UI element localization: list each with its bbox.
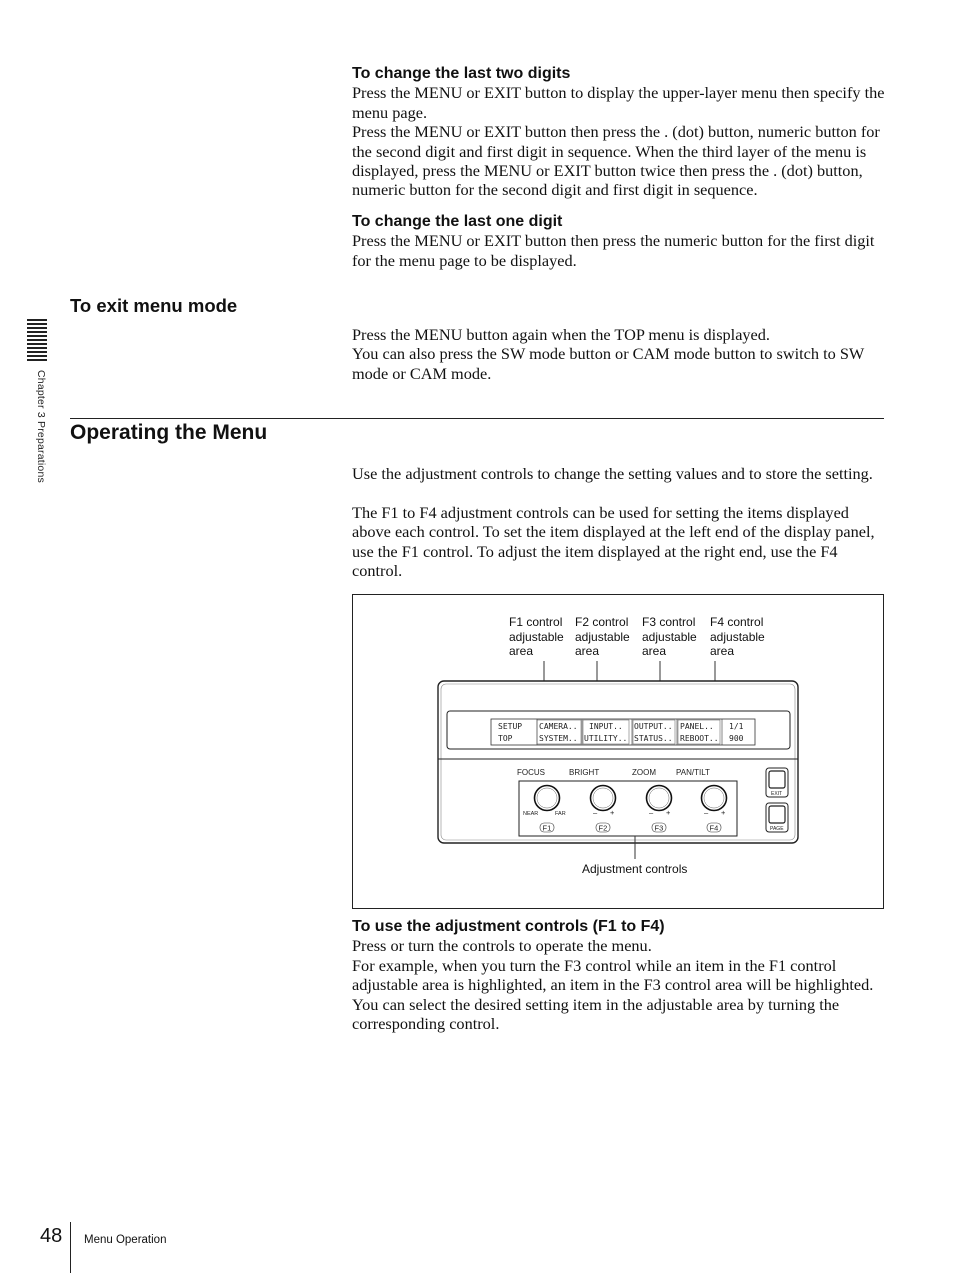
exit-label: EXIT: [771, 791, 783, 797]
lcd-text: OUTPUT..: [634, 722, 673, 731]
paragraph: For example, when you turn the F3 control while an item in the F1 control adjustable area is highlighted, an item in the F3 control area will be highlighted. You can select the desired setting item in the adjustable area by turning the corresponding control.: [352, 955, 874, 1034]
footer-label: Menu Operation: [84, 1234, 167, 1246]
lcd-text: SETUP: [498, 722, 523, 731]
callout-line: area: [509, 644, 534, 658]
chapter-tab-marker: [27, 319, 47, 363]
paragraph: Press the MENU or EXIT button then press the numeric button for the first digit for the menu page to be displayed.: [352, 231, 875, 270]
section-last-two-digits: [352, 64, 886, 200]
figure-control-panel: [352, 594, 884, 909]
knob-label-focus: FOCUS: [517, 768, 545, 777]
lcd-display: [447, 711, 790, 749]
section-use-controls: [352, 917, 886, 1033]
paragraph: Press the MENU or EXIT button to display the upper-layer menu then specify the menu page.: [352, 83, 885, 122]
callout-line: adjustable: [509, 630, 564, 644]
lcd-text: 1/1: [729, 722, 744, 731]
plus-label: +: [610, 808, 615, 817]
f2-knob[interactable]: [591, 786, 616, 811]
paragraph: The F1 to F4 adjustment controls can be used for setting the items displayed above each control. To set the item displayed at the left end of the display panel, use the F1 control. To adjust the item displayed at the right end, use the F4 control.: [352, 502, 875, 581]
page-button[interactable]: [766, 803, 788, 832]
heading-exit-menu-mode: To exit menu mode: [70, 295, 238, 316]
page-label: PAGE: [770, 826, 784, 832]
figure-caption: Adjustment controls: [582, 862, 688, 876]
minus-label: –: [649, 808, 654, 817]
paragraph: Press the MENU or EXIT button then press the . (dot) button, numeric button for the second digit and first digit in sequence. When the third layer of the menu is displayed, press the MENU or EXIT button twice then press the . (dot) button, numeric button for the second digit and first digit in sequence.: [352, 122, 880, 200]
near-label: NEAR: [523, 811, 539, 817]
f4-label: F4: [709, 823, 719, 833]
lcd-text: SYSTEM..: [539, 734, 578, 743]
far-label: FAR: [555, 811, 566, 817]
callout-line: area: [710, 644, 735, 658]
paragraph: You can also press the SW mode button or CAM mode button to switch to SW mode or CAM mode.: [352, 344, 864, 383]
exit-button[interactable]: [766, 768, 788, 797]
knob-label-pan-tilt: PAN/TILT: [676, 768, 710, 777]
page-number: 48: [40, 1225, 63, 1247]
callout-line: F4 control: [710, 615, 764, 629]
paragraph: Press the MENU button again when the TOP menu is displayed.: [352, 325, 770, 344]
paragraph: Use the adjustment controls to change the setting values and to store the setting.: [352, 464, 873, 483]
plus-label: +: [666, 808, 671, 817]
callout-f4: [710, 615, 765, 658]
lcd-text: 900: [729, 734, 744, 743]
lcd-text: REBOOT..: [680, 734, 719, 743]
paragraph: Press or turn the controls to operate the menu.: [352, 936, 652, 956]
callout-f3: [642, 615, 697, 658]
section-exit-menu-mode: [352, 325, 886, 383]
lcd-text: CAMERA..: [539, 722, 578, 731]
heading-last-one-digit: To change the last one digit: [352, 213, 563, 230]
lcd-text: UTILITY..: [584, 734, 628, 743]
section-last-one-digit: [352, 212, 886, 270]
knob-label-zoom: ZOOM: [632, 768, 656, 777]
control-panel-diagram: [353, 595, 883, 908]
f2-label: F2: [598, 823, 608, 833]
footer-divider: [70, 1222, 71, 1273]
callout-line: F1 control: [509, 615, 563, 629]
callout-f1: [509, 615, 564, 658]
section-operating-the-menu: [352, 464, 886, 580]
heading-use-controls: To use the adjustment controls (F1 to F4): [352, 918, 665, 935]
f4-knob[interactable]: [702, 786, 727, 811]
chapter-label: Chapter 3 Preparations: [35, 370, 47, 483]
knob-label-bright: BRIGHT: [569, 768, 600, 777]
heading-last-two-digits: To change the last two digits: [352, 65, 571, 82]
callout-line: adjustable: [575, 630, 630, 644]
f3-knob[interactable]: [647, 786, 672, 811]
minus-label: –: [704, 808, 709, 817]
f1-knob[interactable]: [535, 786, 560, 811]
callout-line: area: [642, 644, 667, 658]
heading-operating-the-menu: Operating the Menu: [70, 421, 268, 444]
callout-line: F3 control: [642, 615, 696, 629]
lcd-text: STATUS..: [634, 734, 673, 743]
f3-label: F3: [654, 823, 664, 833]
callout-f2: [575, 615, 630, 658]
lcd-text: PANEL..: [680, 722, 714, 731]
minus-label: –: [593, 808, 598, 817]
lcd-text: INPUT..: [589, 722, 623, 731]
lcd-text: TOP: [498, 734, 513, 743]
callout-line: adjustable: [642, 630, 697, 644]
plus-label: +: [721, 808, 726, 817]
callout-line: area: [575, 644, 600, 658]
section-divider: [70, 418, 884, 419]
callout-line: adjustable: [710, 630, 765, 644]
callout-line: F2 control: [575, 615, 629, 629]
f1-label: F1: [542, 823, 552, 833]
